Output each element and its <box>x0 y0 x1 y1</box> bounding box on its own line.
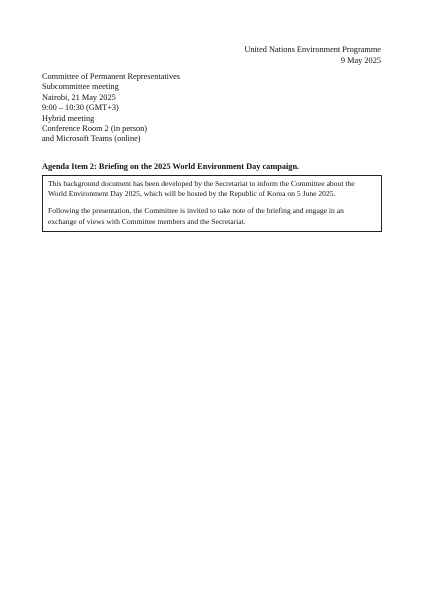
meeting-line: Hybrid meeting <box>42 113 95 123</box>
meeting-line: Subcommittee meeting <box>42 82 119 92</box>
meeting-details <box>42 72 180 145</box>
summary-line: World Environment Day 2025, which will be hosted by the Republic of Korea on 5 June 2025. <box>48 189 336 199</box>
summary-line: exchange of views with Committee members and the Secretariat. <box>48 216 246 226</box>
meeting-line: and Microsoft Teams (online) <box>42 134 141 144</box>
document-header <box>244 44 381 66</box>
document-date: 9 May 2025 <box>340 56 381 65</box>
summary-paragraph-2 <box>48 206 376 226</box>
meeting-line: Nairobi, 21 May 2025 <box>42 92 116 102</box>
summary-line: This background document has been developed by the Secretariat to inform the Committee about the <box>48 179 355 188</box>
summary-box <box>42 175 382 232</box>
organization-name: United Nations Environment Programme <box>244 45 381 54</box>
meeting-line: Conference Room 2 (in person) <box>42 124 148 134</box>
agenda-item-title: Agenda Item 2: Briefing on the 2025 World Environment Day campaign. <box>42 162 300 171</box>
meeting-line: 9:00 – 10:30 (GMT+3) <box>42 103 119 113</box>
summary-paragraph-1 <box>48 179 376 199</box>
summary-line: Following the presentation, the Committee is invited to take note of the briefing and engage in an <box>48 206 344 216</box>
meeting-line: Committee of Permanent Representatives <box>42 72 181 81</box>
